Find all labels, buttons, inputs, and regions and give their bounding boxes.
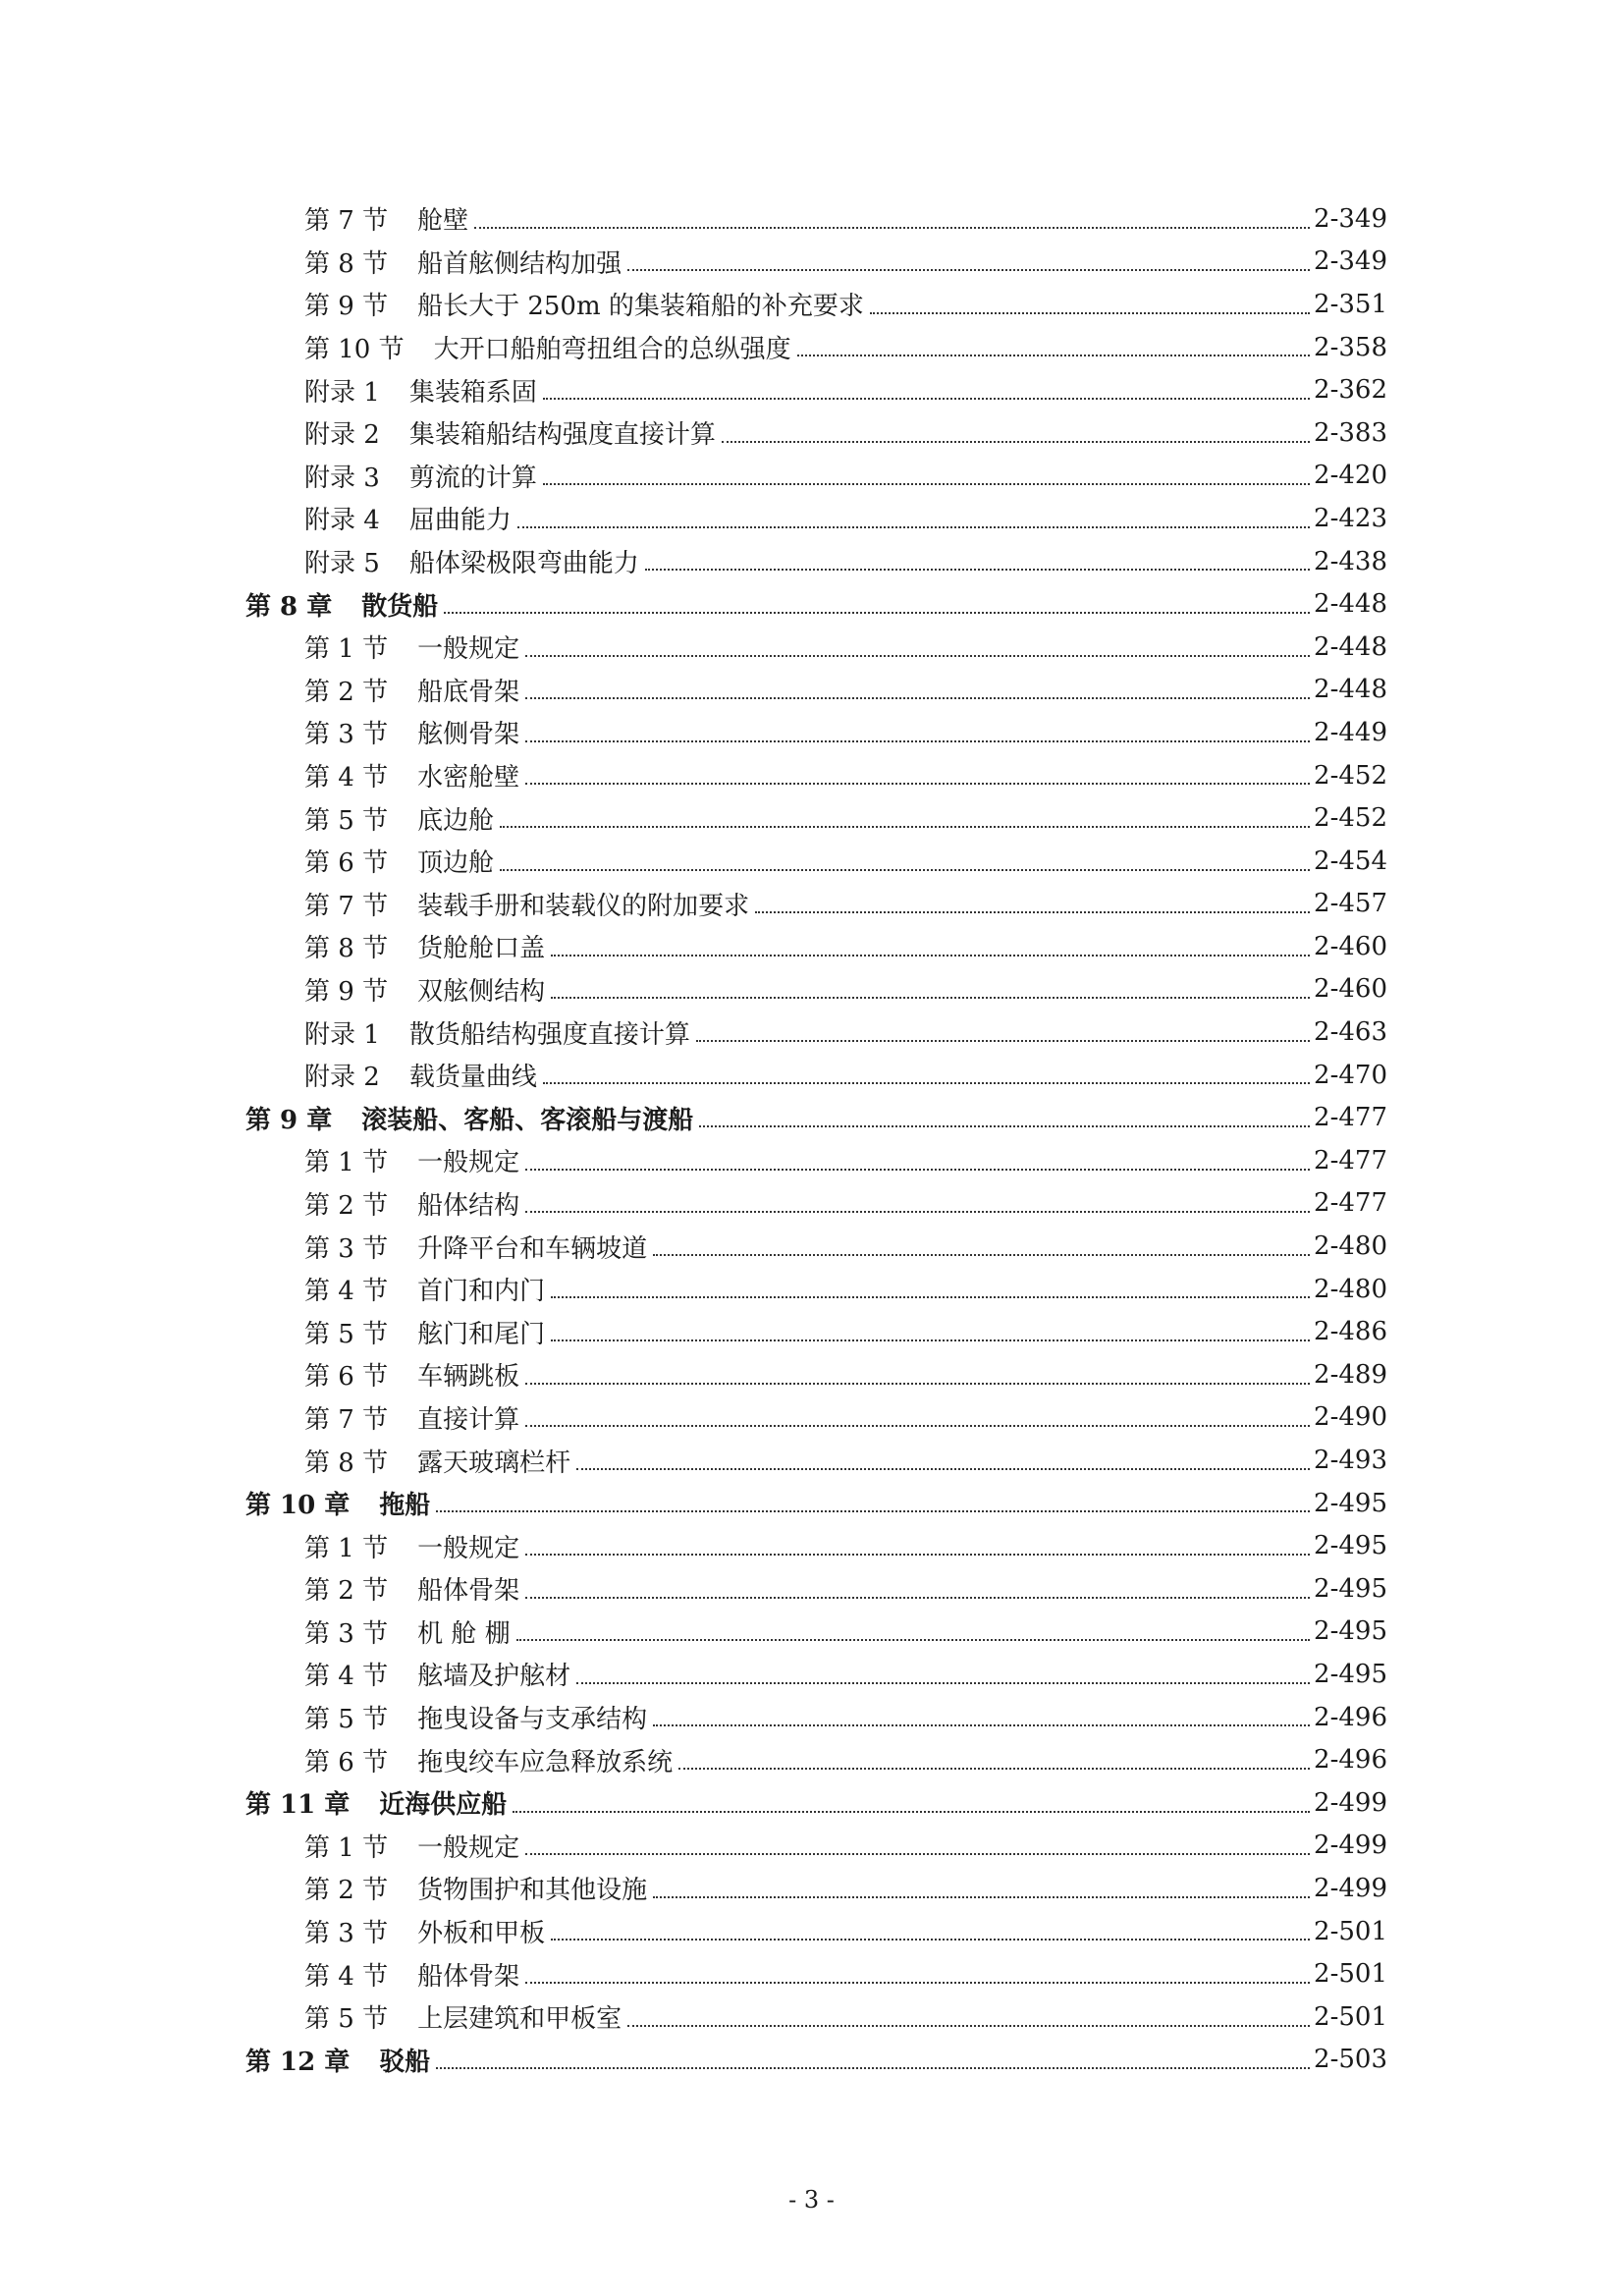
toc-chapter-entry[interactable]: [245, 1482, 1387, 1525]
toc-leader-dots: [576, 1467, 1310, 1470]
toc-leader-dots: [576, 1681, 1310, 1684]
toc-section-entry[interactable]: [245, 669, 1387, 712]
toc-entry-page: 2-495: [1314, 1616, 1387, 1647]
toc-entry-title: 滚装船、客船、客滚船与渡船: [361, 1105, 694, 1135]
toc-entry-title: 近海供应船: [379, 1790, 508, 1821]
toc-section-entry[interactable]: [245, 1139, 1387, 1182]
toc-entry-page: 2-499: [1314, 1831, 1387, 1861]
toc-entry-label: 附录 5: [304, 549, 380, 579]
toc-entry-page: 2-496: [1314, 1745, 1387, 1776]
toc-entry-page: 2-477: [1314, 1188, 1387, 1219]
toc-leader-dots: [551, 1339, 1310, 1341]
toc-leader-dots: [525, 739, 1310, 742]
toc-entry-title: 屈曲能力: [408, 506, 512, 536]
toc-entry-label: 第 4 节: [304, 1961, 389, 1992]
toc-entry-page: 2-495: [1314, 1488, 1387, 1518]
toc-leader-dots: [525, 1168, 1310, 1171]
toc-leader-dots: [551, 1938, 1310, 1941]
toc-entry-title: 车辆跳板: [417, 1362, 520, 1393]
toc-entry-page: 2-452: [1314, 803, 1387, 834]
toc-entry-page: 2-351: [1314, 289, 1387, 319]
toc-entry-label: 附录 2: [304, 1063, 380, 1093]
toc-leader-dots: [525, 1382, 1310, 1385]
toc-entry-label: 附录 2: [304, 420, 380, 451]
toc-entry-title: 一般规定: [417, 1148, 520, 1178]
toc-section-entry[interactable]: [245, 1825, 1387, 1868]
toc-entry-label: 第 7 节: [304, 891, 389, 921]
toc-entry-label: 第 9 节: [304, 976, 389, 1007]
toc-entry-title: 拖曳绞车应急释放系统: [417, 1747, 674, 1777]
toc-entry-page: 2-349: [1314, 246, 1387, 277]
toc-entry-label: 第 1 节: [304, 634, 389, 665]
toc-entry-label: 第 4 节: [304, 763, 389, 793]
toc-section-entry[interactable]: [245, 326, 1387, 369]
toc-entry-page: 2-470: [1314, 1060, 1387, 1090]
toc-section-entry[interactable]: [245, 711, 1387, 754]
toc-entry-page: 2-495: [1314, 1531, 1387, 1561]
toc-entry-page: 2-448: [1314, 675, 1387, 705]
toc-entry-title: 船底骨架: [417, 677, 520, 707]
toc-entry-page: 2-480: [1314, 1274, 1387, 1304]
toc-leader-dots: [436, 2066, 1310, 2069]
toc-entry-title: 装载手册和装载仪的附加要求: [417, 891, 750, 921]
toc-entry-label: 第 4 节: [304, 1662, 389, 1692]
toc-section-entry[interactable]: [245, 241, 1387, 284]
toc-leader-dots: [525, 1981, 1310, 1984]
toc-entry-title: 升降平台和车辆坡道: [417, 1233, 648, 1264]
toc-leader-dots: [517, 525, 1310, 528]
toc-entry-page: 2-420: [1314, 461, 1387, 491]
toc-entry-page: 2-383: [1314, 417, 1387, 448]
toc-entry-page: 2-490: [1314, 1402, 1387, 1433]
toc-section-entry[interactable]: [245, 1567, 1387, 1611]
toc-entry-title: 舷侧骨架: [417, 720, 520, 750]
toc-entry-label: 第 5 节: [304, 2004, 389, 2035]
toc-entry-page: 2-362: [1314, 375, 1387, 406]
toc-entry-label: 第 2 节: [304, 677, 389, 707]
toc-leader-dots: [525, 696, 1310, 699]
toc-leader-dots: [525, 1553, 1310, 1556]
toc-section-entry[interactable]: [245, 1353, 1387, 1396]
toc-entry-label: 第 11 章: [245, 1790, 351, 1821]
toc-entry-title: 集装箱船结构强度直接计算: [408, 420, 716, 451]
toc-entry-page: 2-460: [1314, 974, 1387, 1005]
toc-leader-dots: [525, 1852, 1310, 1855]
toc-entry-label: 第 10 节: [304, 335, 405, 365]
toc-entry-label: 第 8 节: [304, 1448, 389, 1478]
toc-section-entry[interactable]: [245, 626, 1387, 669]
toc-entry-label: 第 9 章: [245, 1105, 333, 1135]
toc-chapter-entry[interactable]: [245, 1096, 1387, 1139]
toc-section-entry[interactable]: [245, 1653, 1387, 1696]
toc-leader-dots: [516, 1638, 1310, 1641]
toc-leader-dots: [525, 782, 1310, 785]
toc-entry-page: 2-438: [1314, 546, 1387, 576]
toc-entry-title: 露天玻璃栏杆: [417, 1448, 571, 1478]
toc-entry-label: 第 3 节: [304, 1618, 389, 1649]
toc-entry-title: 一般规定: [417, 1832, 520, 1863]
toc-section-entry[interactable]: [245, 368, 1387, 411]
toc-entry-title: 机 舱 棚: [417, 1618, 511, 1649]
toc-section-entry[interactable]: [245, 1225, 1387, 1268]
toc-entry-title: 船体骨架: [417, 1576, 520, 1607]
toc-section-entry[interactable]: [245, 1611, 1387, 1654]
toc-section-entry[interactable]: [245, 1696, 1387, 1739]
toc-entry-page: 2-449: [1314, 717, 1387, 747]
toc-section-entry[interactable]: [245, 1867, 1387, 1910]
table-of-contents: [245, 197, 1387, 2081]
toc-entry-label: 第 6 节: [304, 1747, 389, 1777]
toc-entry-label: 附录 1: [304, 1019, 380, 1050]
toc-entry-page: 2-499: [1314, 1873, 1387, 1903]
toc-entry-label: 第 7 节: [304, 1404, 389, 1435]
toc-entry-title: 大开口船舶弯扭组合的总纵强度: [433, 335, 791, 365]
toc-entry-page: 2-477: [1314, 1145, 1387, 1175]
toc-entry-label: 第 6 节: [304, 1362, 389, 1393]
toc-entry-page: 2-501: [1314, 2001, 1387, 2032]
page-number: - 3 -: [788, 2186, 835, 2214]
toc-leader-dots: [543, 397, 1310, 400]
toc-section-entry[interactable]: [245, 283, 1387, 326]
toc-section-entry[interactable]: [245, 883, 1387, 926]
toc-leader-dots: [699, 1124, 1310, 1127]
toc-section-entry[interactable]: [245, 1910, 1387, 1953]
toc-leader-dots: [645, 568, 1310, 571]
toc-leader-dots: [653, 1253, 1310, 1256]
toc-section-entry[interactable]: [245, 1439, 1387, 1482]
toc-leader-dots: [525, 654, 1310, 657]
toc-entry-title: 拖船: [379, 1491, 431, 1521]
toc-entry-title: 散货船结构强度直接计算: [408, 1019, 690, 1050]
toc-entry-label: 第 1 节: [304, 1533, 389, 1563]
toc-entry-page: 2-463: [1314, 1017, 1387, 1048]
toc-entry-title: 货舱舱口盖: [417, 934, 546, 964]
toc-entry-page: 2-503: [1314, 2045, 1387, 2075]
toc-section-entry[interactable]: [245, 1952, 1387, 1995]
toc-chapter-entry[interactable]: [245, 2039, 1387, 2082]
toc-entry-title: 首门和内门: [417, 1277, 546, 1307]
toc-entry-label: 第 10 章: [245, 1491, 351, 1521]
toc-entry-page: 2-423: [1314, 503, 1387, 533]
toc-section-entry[interactable]: [245, 197, 1387, 241]
toc-section-entry[interactable]: [245, 497, 1387, 540]
toc-section-entry[interactable]: [245, 1268, 1387, 1311]
toc-entry-label: 第 3 节: [304, 720, 389, 750]
toc-entry-label: 第 5 节: [304, 805, 389, 836]
toc-entry-label: 第 1 节: [304, 1148, 389, 1178]
toc-section-entry[interactable]: [245, 1995, 1387, 2039]
toc-entry-label: 第 3 节: [304, 1233, 389, 1264]
toc-entry-page: 2-489: [1314, 1359, 1387, 1390]
toc-entry-title: 船体梁极限弯曲能力: [408, 549, 639, 579]
toc-entry-title: 船体结构: [417, 1190, 520, 1221]
toc-entry-label: 第 4 节: [304, 1277, 389, 1307]
toc-entry-page: 2-480: [1314, 1231, 1387, 1262]
toc-entry-title: 一般规定: [417, 1533, 520, 1563]
toc-entry-label: 第 6 节: [304, 848, 389, 879]
toc-chapter-entry[interactable]: [245, 1781, 1387, 1825]
toc-entry-page: 2-496: [1314, 1702, 1387, 1732]
toc-entry-title: 舱壁: [417, 206, 469, 237]
toc-entry-label: 第 2 节: [304, 1190, 389, 1221]
toc-section-entry[interactable]: [245, 1011, 1387, 1054]
toc-leader-dots: [696, 1039, 1310, 1042]
toc-entry-title: 剪流的计算: [408, 463, 537, 493]
toc-entry-title: 底边舱: [417, 805, 495, 836]
toc-entry-title: 外板和甲板: [417, 1919, 546, 1949]
toc-section-entry[interactable]: [245, 796, 1387, 840]
toc-entry-label: 附录 1: [304, 377, 380, 408]
toc-leader-dots: [551, 1295, 1310, 1298]
toc-leader-dots: [513, 1810, 1310, 1813]
toc-section-entry[interactable]: [245, 1396, 1387, 1440]
toc-entry-page: 2-501: [1314, 1916, 1387, 1946]
toc-entry-label: 第 7 节: [304, 206, 389, 237]
toc-leader-dots: [627, 268, 1310, 271]
toc-entry-label: 第 5 节: [304, 1705, 389, 1735]
toc-entry-page: 2-495: [1314, 1573, 1387, 1604]
toc-entry-page: 2-477: [1314, 1103, 1387, 1133]
toc-entry-title: 直接计算: [417, 1404, 520, 1435]
toc-leader-dots: [755, 910, 1310, 913]
toc-entry-page: 2-495: [1314, 1659, 1387, 1689]
toc-entry-title: 船首舷侧结构加强: [417, 248, 622, 279]
toc-entry-label: 附录 4: [304, 506, 380, 536]
toc-entry-title: 载货量曲线: [408, 1063, 537, 1093]
toc-leader-dots: [870, 311, 1310, 314]
toc-leader-dots: [543, 1081, 1310, 1084]
toc-leader-dots: [678, 1767, 1310, 1770]
toc-leader-dots: [551, 996, 1310, 999]
toc-entry-title: 上层建筑和甲板室: [417, 2004, 622, 2035]
toc-entry-label: 第 8 章: [245, 591, 333, 622]
toc-leader-dots: [500, 825, 1310, 828]
toc-entry-label: 第 9 节: [304, 292, 389, 322]
toc-entry-title: 集装箱系固: [408, 377, 537, 408]
toc-section-entry[interactable]: [245, 411, 1387, 455]
toc-entry-title: 一般规定: [417, 634, 520, 665]
toc-chapter-entry[interactable]: [245, 582, 1387, 626]
toc-entry-label: 第 12 章: [245, 2047, 351, 2077]
toc-entry-page: 2-349: [1314, 203, 1387, 234]
toc-entry-label: 第 2 节: [304, 1876, 389, 1906]
toc-entry-page: 2-493: [1314, 1446, 1387, 1476]
toc-section-entry[interactable]: [245, 1054, 1387, 1097]
toc-entry-label: 第 8 节: [304, 934, 389, 964]
toc-leader-dots: [525, 1424, 1310, 1427]
toc-entry-label: 第 8 节: [304, 248, 389, 279]
toc-entry-title: 舷墙及护舷材: [417, 1662, 571, 1692]
toc-leader-dots: [543, 482, 1310, 485]
toc-entry-title: 货物围护和其他设施: [417, 1876, 648, 1906]
toc-entry-label: 附录 3: [304, 463, 380, 493]
toc-section-entry[interactable]: [245, 754, 1387, 797]
toc-leader-dots: [722, 440, 1310, 443]
toc-section-entry[interactable]: [245, 968, 1387, 1011]
toc-leader-dots: [474, 226, 1310, 229]
toc-entry-page: 2-486: [1314, 1317, 1387, 1347]
toc-leader-dots: [525, 1210, 1310, 1213]
toc-leader-dots: [627, 2024, 1310, 2027]
toc-section-entry[interactable]: [245, 1738, 1387, 1781]
toc-entry-title: 舷门和尾门: [417, 1319, 546, 1349]
toc-leader-dots: [551, 954, 1310, 957]
toc-entry-page: 2-452: [1314, 760, 1387, 791]
toc-entry-page: 2-448: [1314, 631, 1387, 662]
toc-entry-title: 拖曳设备与支承结构: [417, 1705, 648, 1735]
toc-entry-title: 驳船: [379, 2047, 431, 2077]
toc-entry-page: 2-501: [1314, 1959, 1387, 1990]
toc-entry-page: 2-454: [1314, 846, 1387, 876]
toc-section-entry[interactable]: [245, 540, 1387, 583]
toc-section-entry[interactable]: [245, 840, 1387, 883]
toc-entry-label: 第 5 节: [304, 1319, 389, 1349]
toc-entry-page: 2-457: [1314, 889, 1387, 919]
toc-entry-title: 双舷侧结构: [417, 976, 546, 1007]
toc-section-entry[interactable]: [245, 1182, 1387, 1226]
toc-leader-dots: [525, 1596, 1310, 1599]
toc-section-entry[interactable]: [245, 455, 1387, 498]
toc-entry-label: 第 3 节: [304, 1919, 389, 1949]
toc-leader-dots: [500, 868, 1310, 871]
toc-leader-dots: [797, 354, 1310, 356]
toc-section-entry[interactable]: [245, 925, 1387, 968]
toc-section-entry[interactable]: [245, 1310, 1387, 1353]
toc-section-entry[interactable]: [245, 1524, 1387, 1567]
toc-entry-title: 船体骨架: [417, 1961, 520, 1992]
toc-entry-page: 2-499: [1314, 1787, 1387, 1818]
toc-entry-title: 散货船: [361, 591, 439, 622]
toc-entry-title: 水密舱壁: [417, 763, 520, 793]
toc-leader-dots: [653, 1895, 1310, 1898]
toc-entry-label: 第 2 节: [304, 1576, 389, 1607]
toc-leader-dots: [444, 611, 1310, 614]
toc-entry-title: 顶边舱: [417, 848, 495, 879]
toc-entry-label: 第 1 节: [304, 1832, 389, 1863]
toc-leader-dots: [436, 1509, 1310, 1512]
toc-entry-page: 2-358: [1314, 332, 1387, 362]
toc-entry-title: 船长大于 250m 的集装箱船的补充要求: [417, 292, 864, 322]
toc-leader-dots: [653, 1723, 1310, 1726]
toc-entry-page: 2-448: [1314, 589, 1387, 620]
toc-entry-page: 2-460: [1314, 931, 1387, 961]
